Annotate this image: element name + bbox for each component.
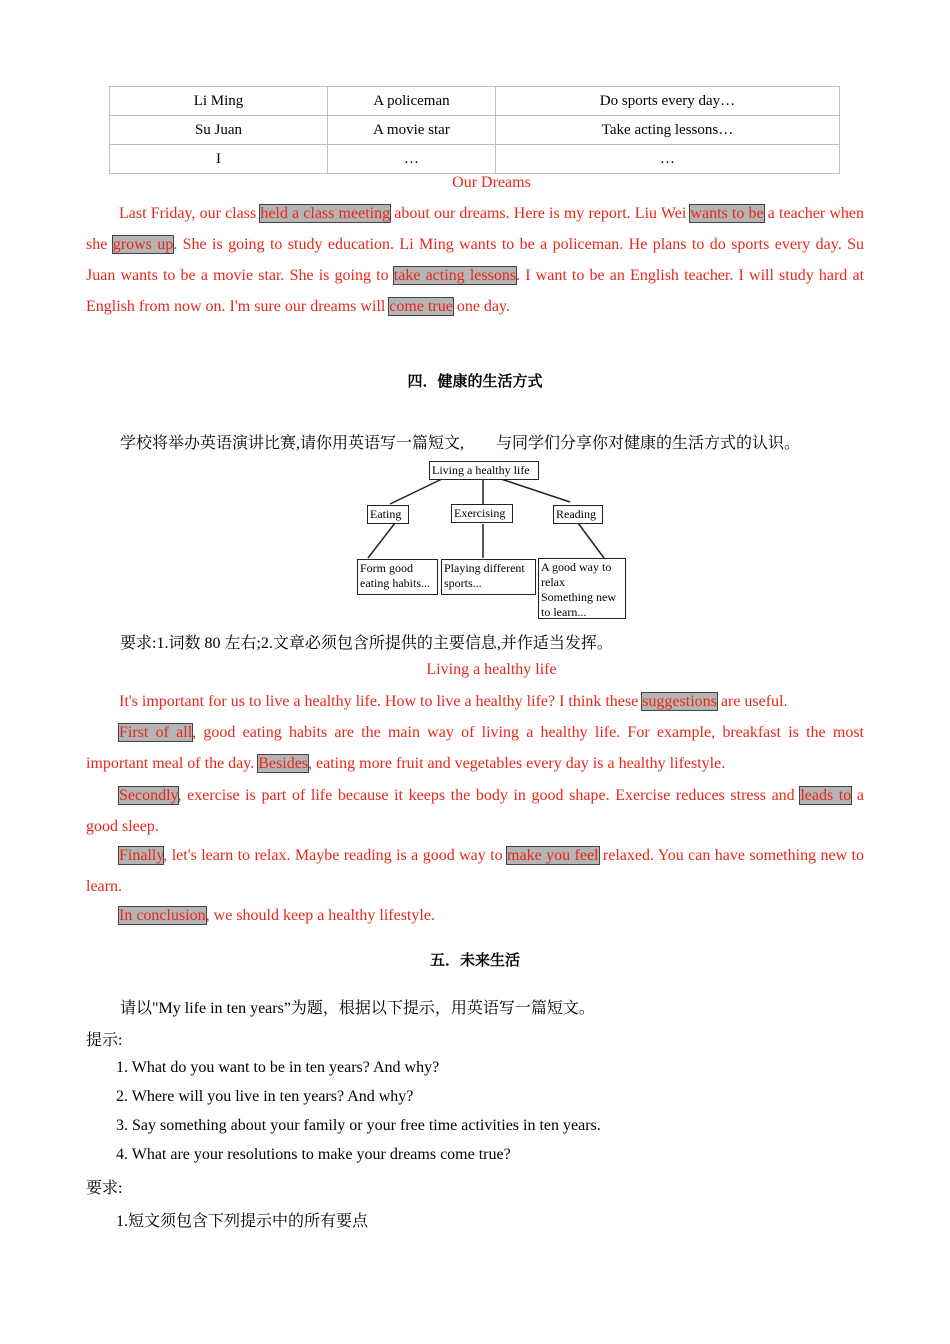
- highlight: Secondly: [119, 787, 178, 804]
- text: , we should keep a healthy lifestyle.: [205, 907, 435, 924]
- text: relaxed. You can have something new to learn.: [86, 847, 865, 895]
- essay-paragraph: [86, 840, 864, 902]
- highlight: grows up: [112, 236, 174, 253]
- hint-label: 提示:: [86, 1032, 123, 1049]
- table-cell: Li Ming: [110, 87, 328, 116]
- text: one day.: [452, 298, 510, 315]
- text: about our dreams. Here is my report. Liu Wei: [390, 205, 691, 222]
- text: , let's learn to relax. Maybe reading is a good way to: [163, 847, 508, 864]
- text: are useful.: [716, 693, 788, 710]
- table-cell: A movie star: [328, 116, 496, 145]
- highlight: leads to: [800, 787, 852, 804]
- table-row: [110, 145, 840, 174]
- hint-item: 2. Where will you live in ten years? And why?: [116, 1088, 414, 1105]
- note-line: Form good: [360, 561, 414, 575]
- highlight: wants to be: [690, 205, 764, 222]
- section-heading: 四．健康的生活方式: [407, 374, 543, 390]
- highlight: Finally: [119, 847, 164, 864]
- section-prompt: 请以"My life in ten years”为题，根据以下提示，用英语写一篇短文。: [120, 1000, 595, 1017]
- hint-item: 4. What are your resolutions to make your dreams come true?: [116, 1146, 511, 1163]
- req-item: 1.短文须包含下列提示中的所有要点: [116, 1213, 369, 1230]
- req-label: 要求:: [86, 1180, 123, 1197]
- highlight: held a class meeting: [260, 205, 391, 222]
- section-heading: 五．未来生活: [429, 953, 520, 969]
- highlight: suggestions: [642, 693, 717, 710]
- table-cell: I: [110, 145, 328, 174]
- text: a teacher when she: [86, 205, 865, 253]
- text: , good eating habits are the main way of living a healthy life. For example, breakfast is the most important meal of the day.: [86, 724, 864, 772]
- dreams-title: Our Dreams: [452, 174, 531, 191]
- diagram-exercising: Exercising: [451, 504, 513, 523]
- text: Last Friday, our class: [119, 205, 261, 222]
- hint-item: 3. Say something about your family or your free time activities in ten years.: [116, 1117, 601, 1134]
- essay-paragraph: [86, 717, 864, 779]
- note-line: Something new: [541, 590, 616, 604]
- dreams-paragraph: [86, 198, 864, 322]
- table-cell: Do sports every day…: [496, 87, 840, 116]
- table-cell: …: [328, 145, 496, 174]
- highlight: First of all: [119, 724, 193, 741]
- diagram-root: Living a healthy life: [429, 461, 539, 480]
- text: . She is going to study education. Li Ming wants to be a policeman. He plans to do sports every day. Su Juan wants to be a movie star. She is going to: [86, 236, 865, 284]
- note-line: eating habits...: [360, 576, 430, 590]
- table-row: [110, 87, 840, 116]
- table-row: [110, 116, 840, 145]
- note-line: Playing different: [444, 561, 525, 575]
- diagram-eating: Eating: [367, 505, 409, 524]
- highlight: come true: [389, 298, 453, 315]
- diagram-exercising-note: [441, 559, 536, 595]
- highlight: take acting lessons: [393, 267, 517, 284]
- essay-title: Living a healthy life: [426, 661, 557, 678]
- hint-item: 1. What do you want to be in ten years? And why?: [116, 1059, 440, 1076]
- highlight: In conclusion: [119, 907, 206, 924]
- essay-paragraph: [86, 900, 864, 931]
- essay-paragraph: [86, 780, 864, 842]
- table-cell: Su Juan: [110, 116, 328, 145]
- note-line: to learn...: [541, 605, 587, 619]
- section-prompt: 学校将举办英语演讲比赛,请你用英语写一篇短文, 与同学们分享你对健康的生活方式的认识。: [120, 435, 801, 452]
- text: It's important for us to live a healthy life. How to live a healthy life? I think these: [119, 693, 643, 710]
- requirement: 要求:1.词数 80 左右;2.文章必须包含所提供的主要信息,并作适当发挥。: [120, 635, 613, 652]
- text: a good sleep.: [86, 787, 864, 835]
- diagram-reading-note: [538, 558, 626, 619]
- table-cell: Take acting lessons…: [496, 116, 840, 145]
- table-cell: …: [496, 145, 840, 174]
- diagram-eating-note: [357, 559, 438, 595]
- text: , eating more fruit and vegetables every day is a healthy lifestyle.: [308, 755, 726, 772]
- text: . I want to be an English teacher. I will study hard at English from now on. I'm sure our dreams will: [86, 267, 865, 315]
- dreams-table: [109, 86, 840, 174]
- note-line: relax: [541, 575, 565, 589]
- note-line: sports...: [444, 576, 482, 590]
- note-line: A good way to: [541, 560, 612, 574]
- diagram-reading: Reading: [553, 505, 603, 524]
- text: , exercise is part of life because it keeps the body in good shape. Exercise reduces stress and: [177, 787, 801, 804]
- essay-paragraph: [86, 686, 864, 717]
- table-cell: A policeman: [328, 87, 496, 116]
- highlight: Besides: [258, 755, 309, 772]
- highlight: make you feel: [507, 847, 599, 864]
